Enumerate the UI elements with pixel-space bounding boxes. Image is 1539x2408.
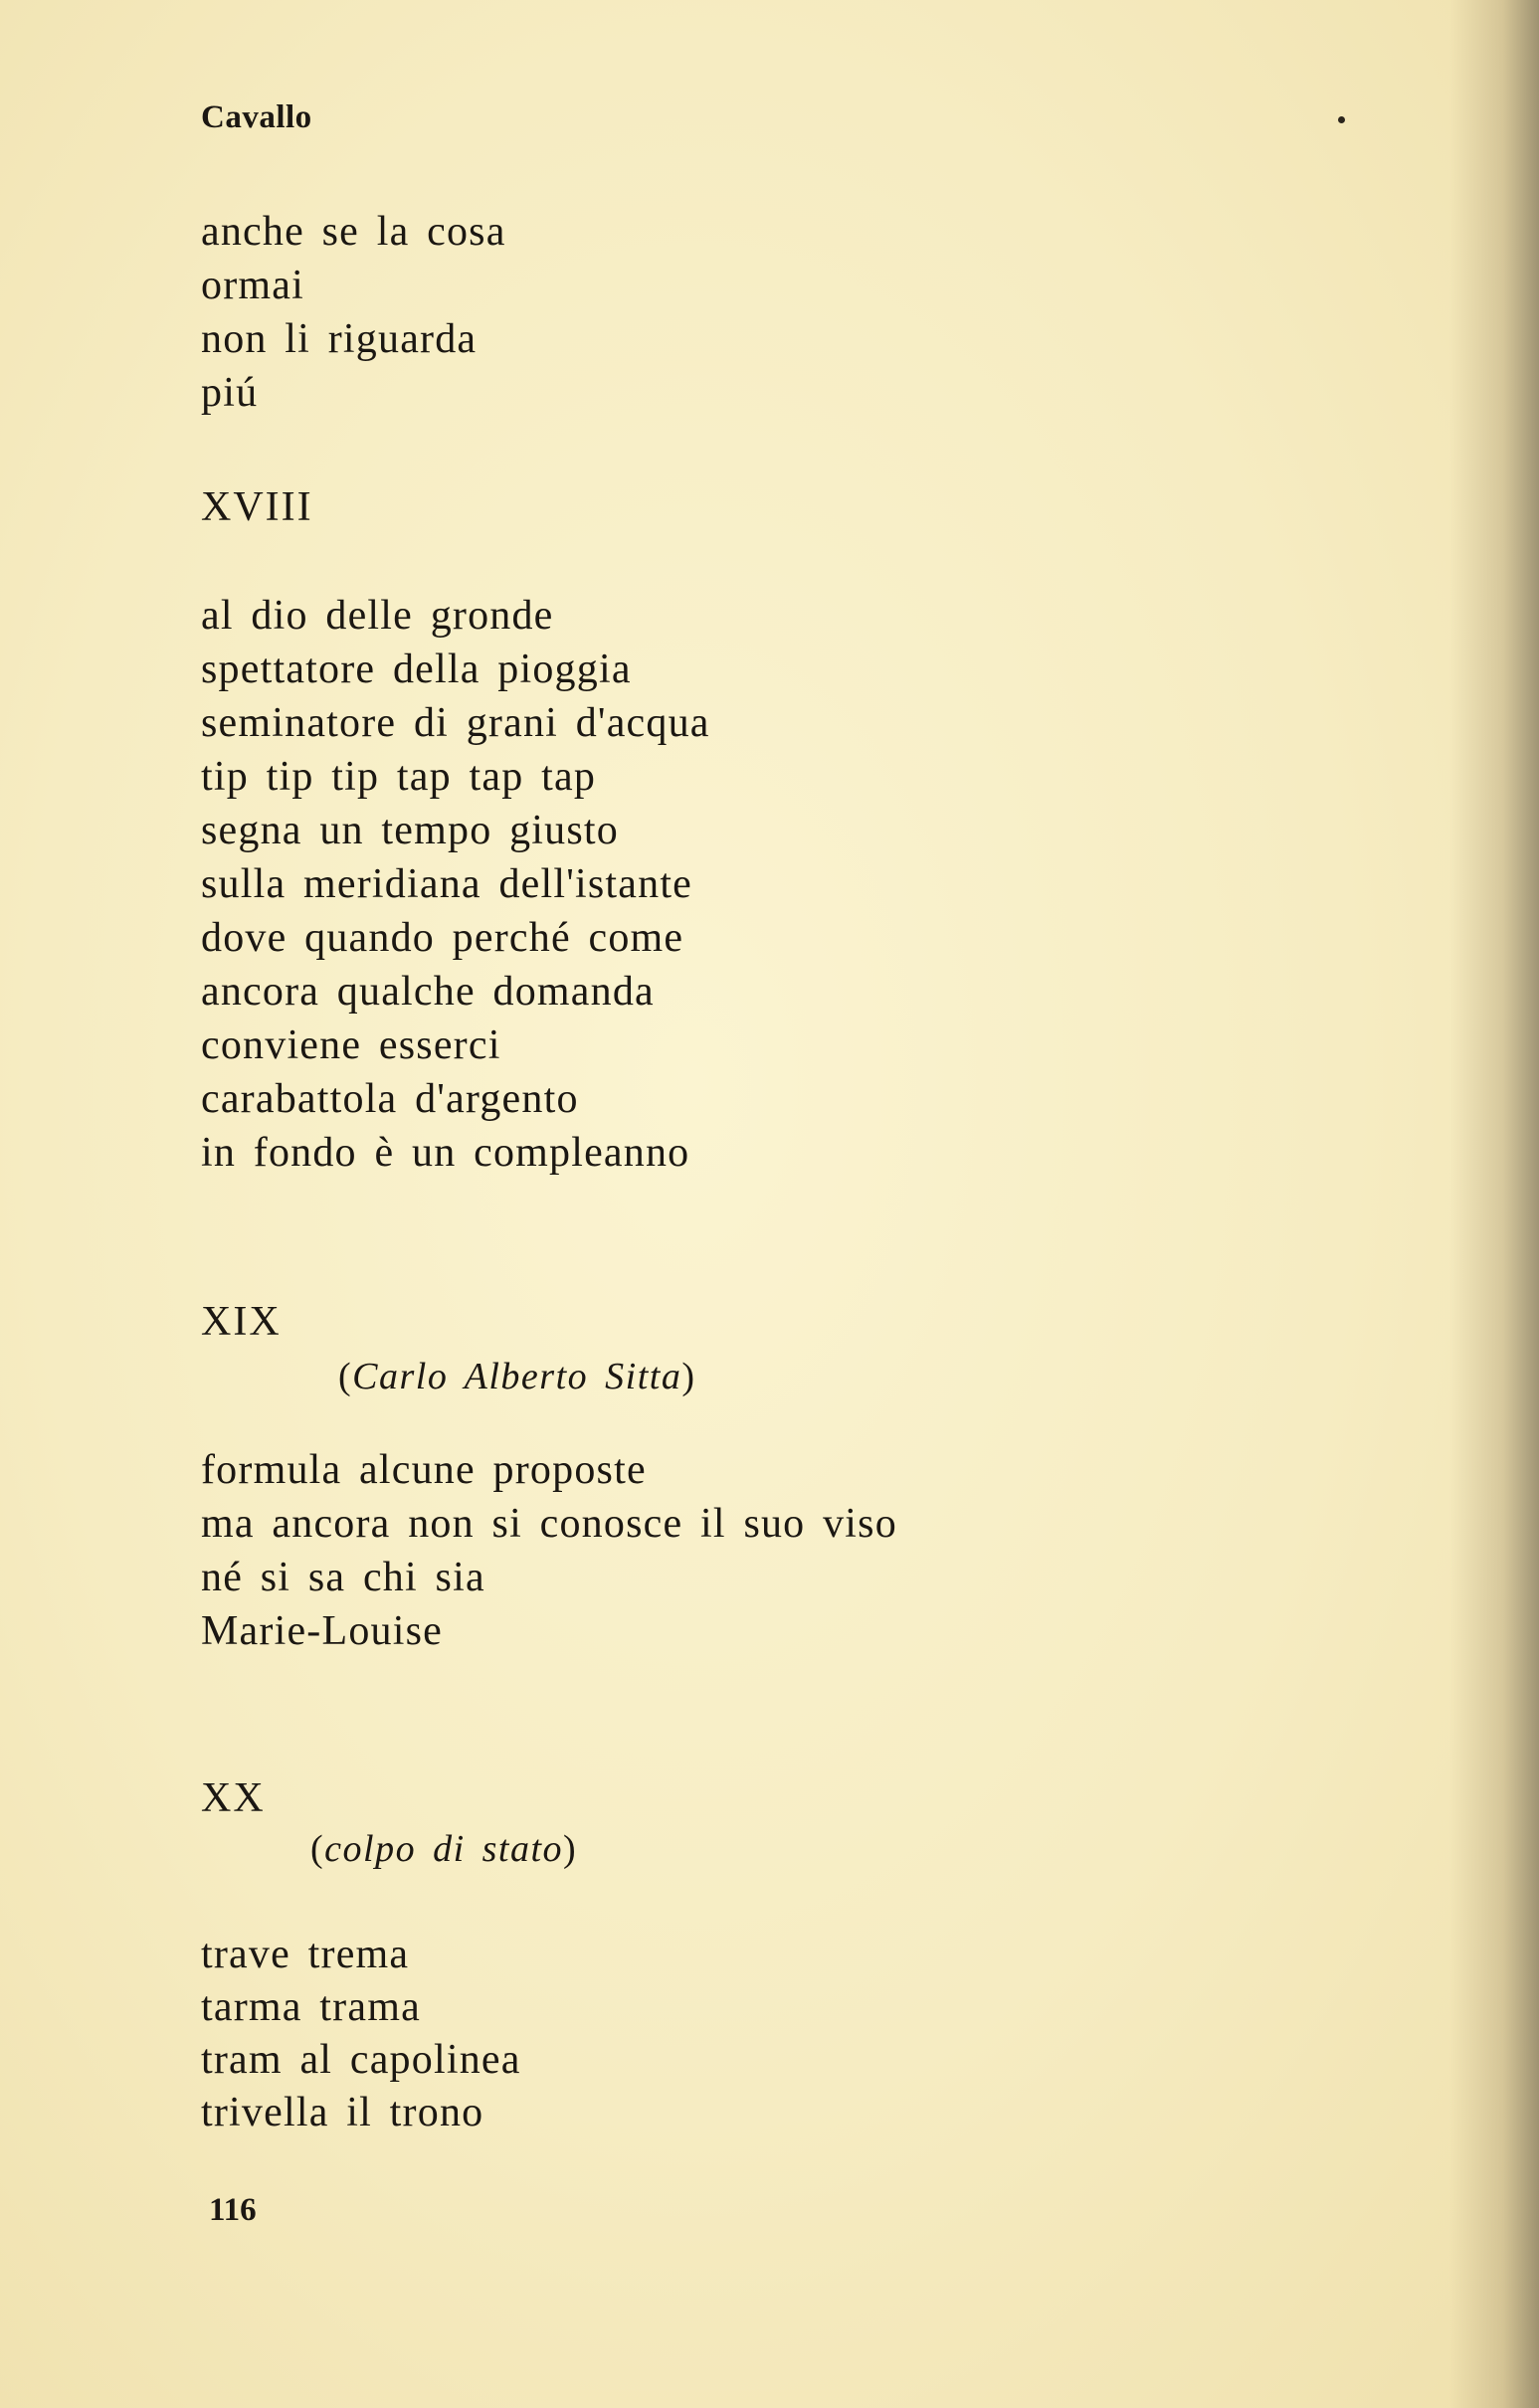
page-edge-shadow: [1449, 0, 1539, 2408]
verse-line: ma ancora non si conosce il suo viso: [201, 1501, 897, 1547]
print-speck: [1338, 116, 1345, 123]
dedication-text: colpo di stato: [324, 1828, 564, 1870]
verse-line: ancora qualche domanda: [201, 969, 655, 1015]
dedication-open-paren: (: [310, 1828, 325, 1870]
dedication-close-paren: ): [563, 1828, 578, 1870]
verse-line: al dio delle gronde: [201, 593, 554, 639]
dedication-close-paren: ): [681, 1356, 696, 1397]
verse-line: formula alcune proposte: [201, 1447, 647, 1493]
page-number: 116: [209, 2192, 257, 2228]
verse-line: in fondo è un compleanno: [201, 1130, 690, 1176]
dedication-open-paren: (: [338, 1356, 353, 1397]
verse-line: Marie-Louise: [201, 1608, 443, 1654]
verse-line: spettatore della pioggia: [201, 647, 632, 692]
verse-line: tip tip tip tap tap tap: [201, 754, 597, 800]
verse-line: ormai: [201, 263, 304, 308]
verse-line: piú: [201, 370, 259, 416]
dedication-text: Carlo Alberto Sitta: [352, 1356, 682, 1397]
verse-line: non li riguarda: [201, 316, 478, 362]
verse-line: tram al capolinea: [201, 2037, 521, 2083]
section-number-xx: XX: [201, 1775, 266, 1821]
section-number-xviii: XVIII: [201, 484, 313, 530]
verse-line: sulla meridiana dell'istante: [201, 861, 693, 907]
verse-line: trivella il trono: [201, 2090, 484, 2135]
dedication-xx: [310, 1824, 577, 1874]
verse-line: carabattola d'argento: [201, 1076, 579, 1122]
verse-line: dove quando perché come: [201, 915, 684, 961]
verse-line: né si sa chi sia: [201, 1555, 485, 1600]
verse-line: segna un tempo giusto: [201, 808, 619, 853]
verse-line: tarma trama: [201, 1984, 421, 2030]
verse-line: seminatore di grani d'acqua: [201, 700, 710, 746]
dedication-xix: [338, 1352, 695, 1401]
verse-line: trave trema: [201, 1932, 410, 1977]
verse-line: conviene esserci: [201, 1022, 501, 1068]
verse-line: anche se la cosa: [201, 209, 506, 255]
running-head: Cavallo: [201, 99, 312, 135]
section-number-xix: XIX: [201, 1299, 282, 1345]
